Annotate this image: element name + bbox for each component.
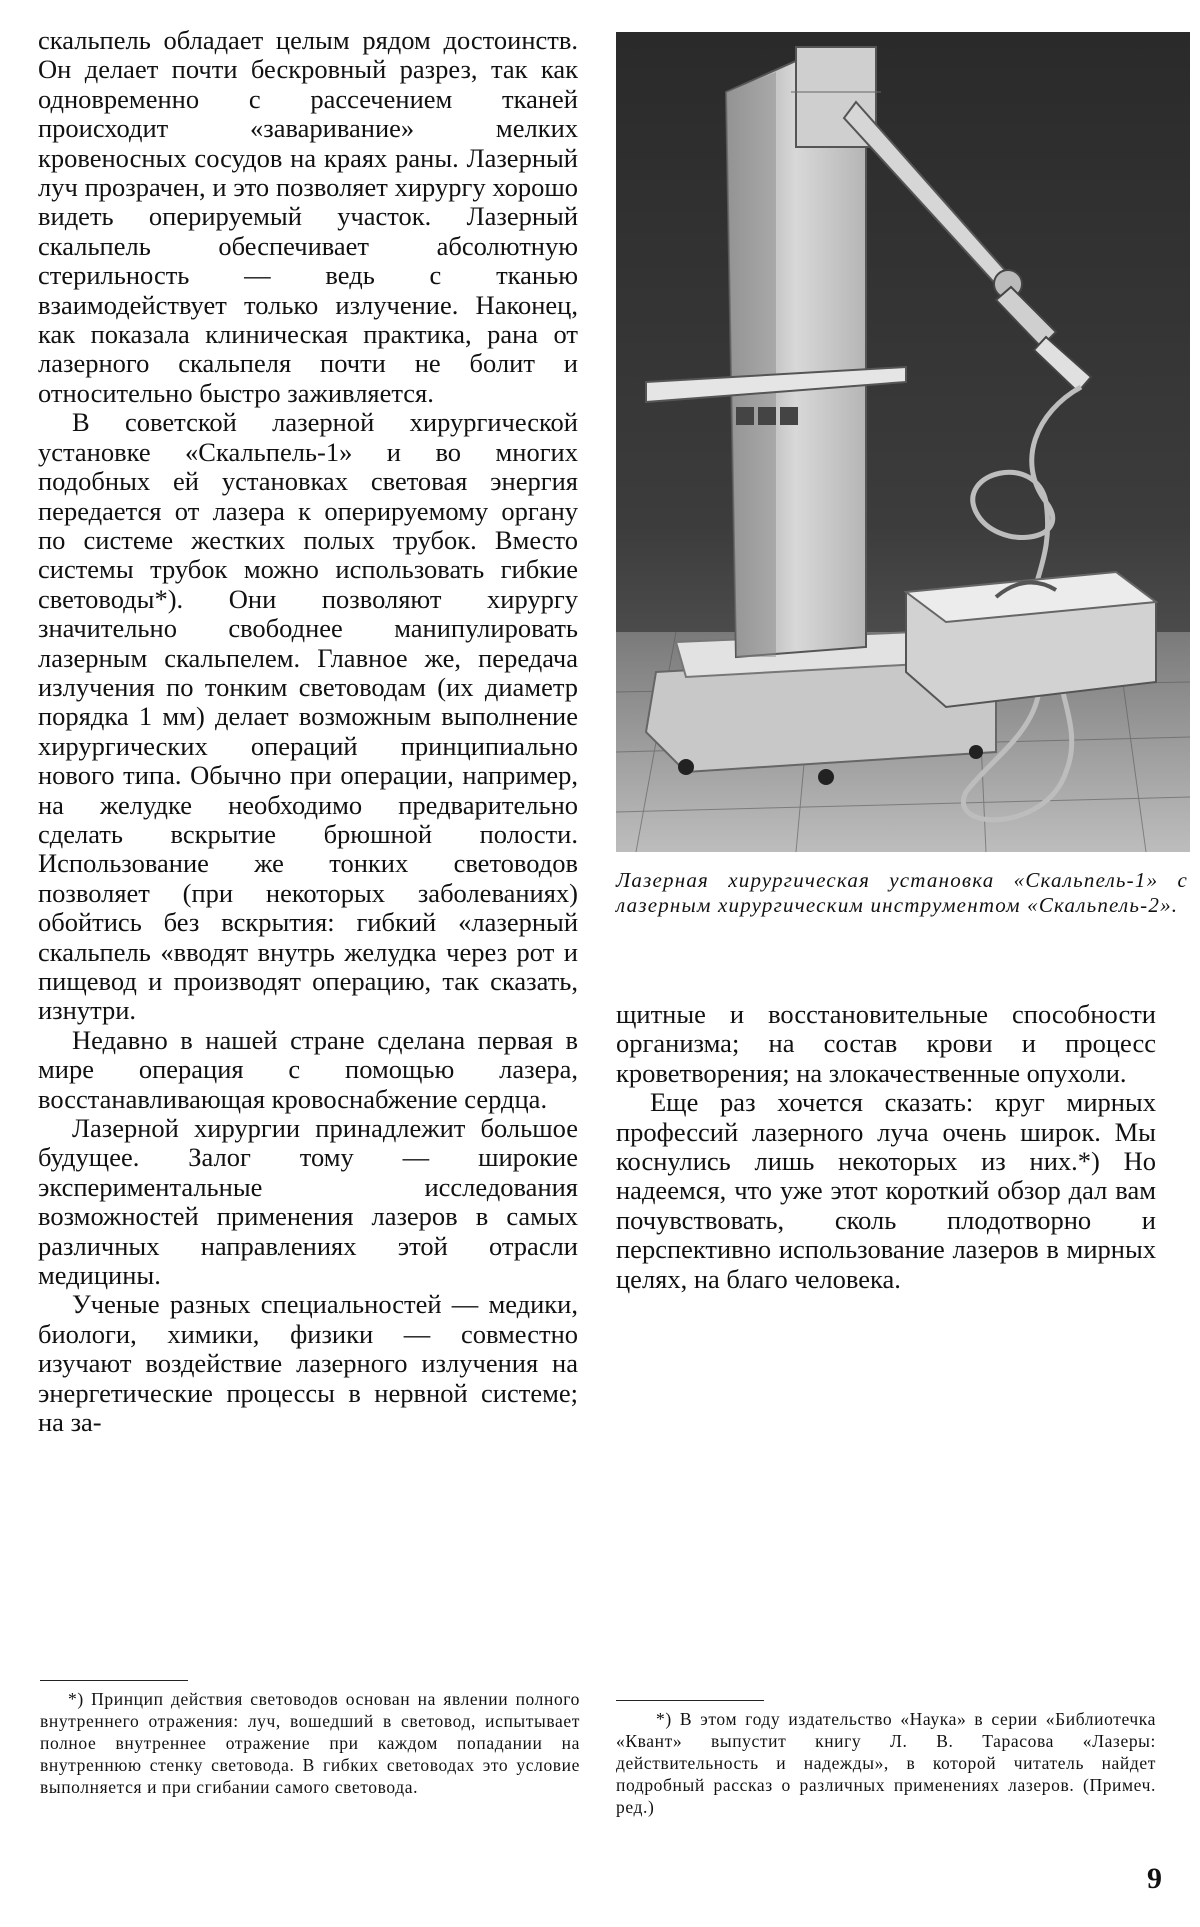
footnote-rule xyxy=(616,1700,764,1701)
page-number: 9 xyxy=(1147,1862,1162,1895)
paragraph: щитные и восстановительные способности организма; на состав крови и процесс кроветворения; на злокачественные опухоли. xyxy=(616,999,1156,1088)
paragraph: В советской лазерной хирургической установке «Скальпель-1» и во многих подобных ей установках световая энергия передается от лазера к оперируемому органу по системе жестких полых трубок. Вместо системы трубок можно использовать гибкие световоды*). Они позволяют хирургу значительно свободнее манипулировать лазерным скальпелем. Главное же, передача излучения по тонким световодам (их диаметр порядка 1 мм) делает возможным выполнение хирургических операций принципиально нового типа. Обычно при операции, например, на желудке необходимо предварительно сделать вскрытие брюшной полости. Использование же тонких световодов позволяет (при некоторых заболеваниях) обойтись без вскрытия: гибкий «лазерный скальпель «вводят внутрь желудка через рот и пищевод и производят операцию, так сказать, изнутри. xyxy=(38,407,578,1026)
paragraph: Лазерной хирургии принадлежит большое будущее. Залог тому — широкие экспериментальные исследования возможностей применения лазеров в самых различных направлениях этой отрасли медицины. xyxy=(38,1113,578,1291)
figure-caption: Лазерная хирургическая установка «Скальпель-1» с лазерным хирургическим инструментом «Скальпель-2». xyxy=(616,868,1188,917)
paragraph: Недавно в нашей стране сделана первая в мире операция с помощью лазера, восстанавливающая кровоснабжение сердца. xyxy=(38,1024,578,1114)
laser-unit-illustration xyxy=(616,32,1190,852)
paragraph: Ученые разных специальностей — медики, биологи, химики, физики — совместно изучают воздействие лазерного излучения на энергетические процессы в нервной системе; на за- xyxy=(38,1289,578,1438)
paragraph: Еще раз хочется сказать: круг мирных профессий лазерного луча очень широк. Мы коснулись лишь некоторых из них.*) Но надеемся, что уже этот короткий обзор дал вам почувствовать, сколь плодотворно и перспективно использование лазеров в мирных целях, на благо человека. xyxy=(616,1087,1156,1294)
right-column xyxy=(616,1000,1156,1294)
footnote-right: *) В этом году издательство «Наука» в серии «Библиотечка «Квант» выпустит книгу Л. В. Тарасова «Лазеры: действительность и надежды», в которой читатель найдет подробный рассказ о различных применениях лазеров. (Примеч. ред.) xyxy=(616,1709,1156,1817)
footnote-rule xyxy=(40,1680,188,1681)
footnote-left: *) Принцип действия световодов основан на явлении полного внутреннего отражения: луч, вошедший в световод, испытывает полное внутреннее отражение при каждом попадании на внутреннюю стенку световода. В гибких световодах это условие выполняется и при сгибании самого световода. xyxy=(40,1689,580,1797)
left-column xyxy=(38,26,578,1438)
figure-photo xyxy=(616,32,1190,852)
paragraph: скальпель обладает целым рядом достоинств. Он делает почти бескровный разрез, так как одновременно с рассечением тканей происходит «заваривание» мелких кровеносных сосудов на краях раны. Лазерный луч прозрачен, и это позволяет хирургу хорошо видеть оперируемый участок. Лазерный скальпель обеспечивает абсолютную стерильность — ведь с тканью взаимодействует только излучение. Наконец, как показала клиническая практика, рана от лазерного скальпеля почти не болит и относительно быстро заживляется. xyxy=(38,25,578,408)
